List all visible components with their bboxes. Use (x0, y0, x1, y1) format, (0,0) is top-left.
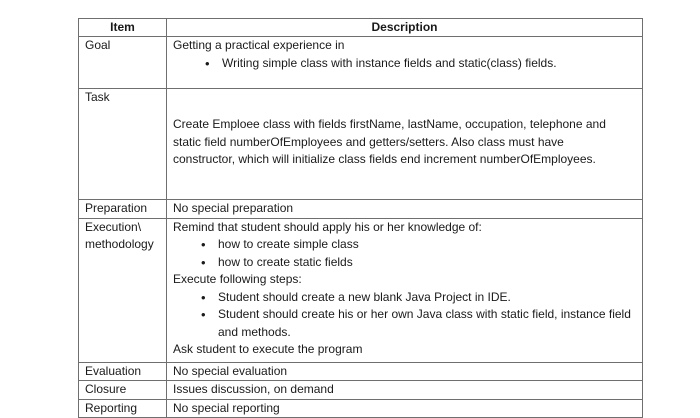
step-item (201, 289, 642, 307)
bullet-icon: • (201, 237, 206, 252)
activity-table (78, 18, 643, 418)
header-description: Description (167, 19, 643, 37)
closure-label: Closure (79, 381, 167, 400)
reporting-label: Reporting (79, 399, 167, 418)
task-label: Task (79, 89, 167, 200)
execution-label-line: Execution\ (85, 219, 142, 234)
steps-intro: Execute following steps: (173, 272, 302, 286)
task-line: constructor, which will initialize class fields end increment numberOfEmployees. (173, 152, 596, 166)
knowledge-item (201, 236, 642, 254)
evaluation-description: No special evaluation (167, 362, 643, 381)
goal-row (79, 37, 643, 89)
execution-closing: Ask student to execute the program (173, 342, 363, 356)
closure-description: Issues discussion, on demand (167, 381, 643, 400)
reporting-description: No special reporting (167, 399, 643, 418)
bullet-icon: • (201, 289, 206, 305)
reporting-row (79, 399, 643, 418)
step-text: Student should create a new blank Java Project in IDE. (218, 289, 511, 304)
task-line: Create Emploee class with fields firstName, lastName, occupation, telephone and (173, 117, 606, 131)
task-text (173, 89, 642, 169)
evaluation-label: Evaluation (79, 362, 167, 381)
knowledge-text: how to create static fields (218, 254, 353, 269)
goal-bullet-text: Writing simple class with instance fields and static(class) fields. (222, 55, 557, 70)
bullet-icon: • (205, 55, 210, 71)
preparation-row (79, 200, 643, 219)
execution-row (79, 218, 643, 362)
goal-bullet-item (205, 55, 642, 73)
header-item: Item (79, 19, 167, 37)
preparation-description: No special preparation (167, 200, 643, 219)
bullet-icon: • (201, 254, 206, 270)
goal-intro: Getting a practical experience in (173, 38, 345, 52)
task-description (167, 89, 643, 200)
execution-intro: Remind that student should apply his or her knowledge of: (173, 219, 482, 234)
steps-list (173, 289, 642, 342)
bullet-icon: • (201, 307, 206, 322)
execution-label (79, 218, 167, 362)
execution-description (167, 218, 643, 362)
step-item (201, 306, 642, 341)
knowledge-text: how to create simple class (218, 237, 359, 251)
closure-row (79, 381, 643, 400)
knowledge-item (201, 254, 642, 272)
task-line: static field numberOfEmployees and getters/setters. Also class must have (173, 134, 564, 149)
knowledge-list (173, 236, 642, 271)
evaluation-row (79, 362, 643, 381)
preparation-label: Preparation (79, 200, 167, 219)
goal-description (167, 37, 643, 89)
step-text: Student should create his or her own Java class with static field, instance field and methods. (218, 307, 631, 339)
goal-bullet-list (173, 55, 642, 73)
task-row (79, 89, 643, 200)
header-row (79, 19, 643, 37)
goal-label: Goal (79, 37, 167, 89)
execution-label-line: methodology (85, 237, 154, 251)
